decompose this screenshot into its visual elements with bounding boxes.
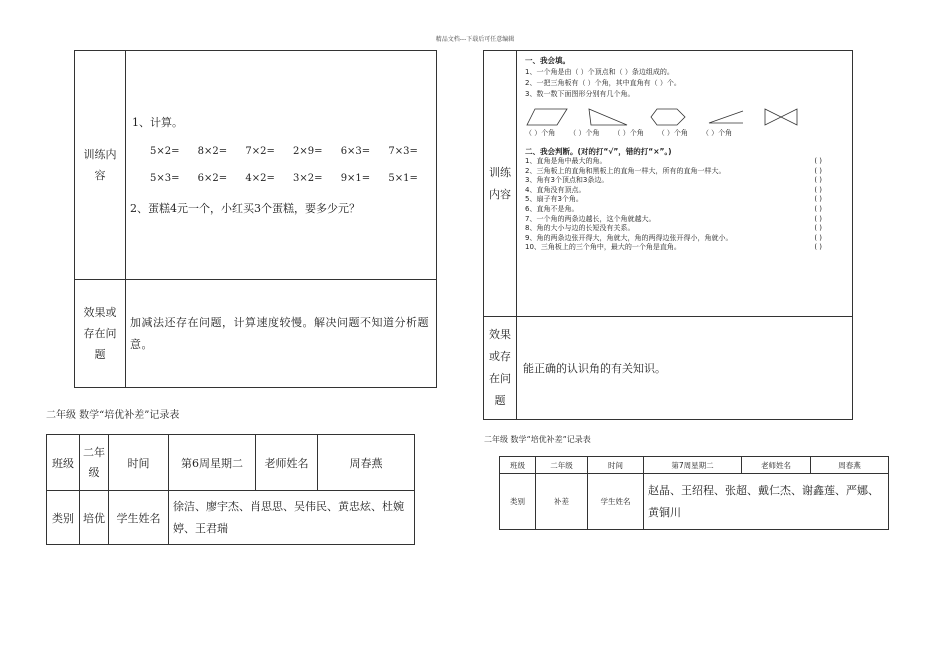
teacher-label: 老师姓名	[256, 435, 318, 491]
left-training-table	[74, 50, 437, 388]
calc-item: 4×2=	[245, 173, 275, 184]
class-label: 班级	[500, 457, 536, 474]
shape-label-row	[525, 129, 852, 138]
calc-item: 7×3=	[388, 146, 418, 157]
time-label: 时间	[588, 457, 644, 474]
teacher-label: 老师姓名	[742, 457, 811, 474]
bowtie-shape	[763, 107, 799, 127]
effect-label: 效果或存在问题	[484, 317, 517, 420]
left-record-table	[46, 434, 415, 545]
judge-item: 1、直角是角中最大的角。 ( )	[525, 157, 822, 165]
shape-label: （ ）个角	[613, 129, 644, 137]
fill-question: 1、一个角是由（ ）个顶点和（ ）条边组成的。	[525, 68, 674, 76]
grade-value: 二年级	[536, 457, 588, 474]
right-table-caption: 二年级 数学“培优补差”记录表	[484, 435, 591, 444]
time-value: 第6周星期二	[169, 435, 256, 491]
shape-label: （ ）个角	[569, 129, 600, 137]
shape-label: （ ）个角	[525, 129, 556, 137]
calc-item: 6×3=	[340, 146, 371, 157]
calc-item: 3×2=	[293, 173, 323, 184]
page-header: 精品文档---下载后可任意编辑	[435, 36, 515, 43]
type-label: 类别	[47, 491, 80, 545]
effect-text: 加减法还存在问题，计算速度较慢。解决问题不知道分析题意。	[126, 280, 437, 388]
calc-title: 1、计算。	[132, 116, 183, 129]
grade-value: 二年级	[80, 435, 109, 491]
judge-item: 3、角有3个顶点和3条边。 ( )	[525, 176, 822, 185]
judge-item: 10、三角板上的三个角中，最大的一个角是直角。 ( )	[525, 243, 822, 252]
train-content-label: 训练内容	[484, 51, 517, 317]
train-content-cell	[517, 51, 853, 317]
time-label: 时间	[109, 435, 169, 491]
shape-label: （ ）个角	[657, 129, 688, 137]
shape-label: （ ）个角	[701, 129, 733, 137]
calc-item: 8×2=	[197, 146, 228, 157]
student-names: 赵晶、王绍程、张超、戴仁杰、谢鑫莲、严娜、黄铜川	[644, 474, 889, 530]
type-label: 类别	[500, 474, 536, 530]
judge-item: 2、三角板上的直角和黑板上的直角一样大，所有的直角一样大。 ( )	[525, 166, 822, 175]
teacher-name: 周春燕	[811, 457, 889, 474]
train-content-cell	[126, 51, 437, 280]
fill-question: 2、一把三角板有（ ）个角，其中直角有（ ）个。	[525, 79, 681, 87]
train-content-label: 训练内容	[75, 51, 126, 280]
calc-item: 5×1=	[388, 173, 418, 184]
right-record-table	[499, 456, 889, 530]
type-value: 补差	[536, 474, 588, 530]
left-table-caption: 二年级 数学“培优补差”记录表	[46, 410, 180, 421]
section-fill-title: 一、我会填。	[525, 56, 570, 65]
type-value: 培优	[80, 491, 109, 545]
triangle-shape	[587, 107, 631, 127]
effect-label: 效果或存在问题	[75, 280, 126, 388]
calc-row-2	[150, 173, 436, 184]
judge-item: 9、角的两条边张开得大，角就大，角的两得边张开得小，角就小。 ( )	[525, 233, 822, 242]
word-problem: 2、蛋糕4元一个，小红买3个蛋糕，要多少元？	[130, 202, 360, 215]
calc-item: 2×9=	[293, 146, 323, 157]
calc-row-1	[150, 146, 436, 157]
calc-item: 9×1=	[340, 173, 371, 184]
shape-row	[525, 105, 852, 127]
class-label: 班级	[47, 435, 80, 491]
judge-item: 7、一个角的两条边越长，这个角就越大。 ( )	[525, 214, 822, 223]
judge-item: 8、角的大小与边的长短没有关系。 ( )	[525, 224, 822, 233]
effect-text: 能正确的认识角的有关知识。	[517, 317, 853, 420]
student-names: 徐洁、廖宇杰、肖思思、吴伟民、黄忠炫、杜婉婷、王君瑞	[169, 491, 415, 545]
calc-item: 5×3=	[150, 173, 180, 184]
calc-item: 6×2=	[197, 173, 228, 184]
section-judge-title: 二、我会判断。(对的打“√”，错的打“×”。)	[525, 147, 672, 156]
angle-shape	[705, 107, 745, 127]
right-training-table	[483, 50, 853, 420]
calc-item: 5×2=	[150, 146, 180, 157]
student-label: 学生姓名	[109, 491, 169, 545]
judge-item: 5、扇子有3个角。 ( )	[525, 195, 822, 204]
teacher-name: 周春燕	[318, 435, 415, 491]
calc-item: 7×2=	[245, 146, 275, 157]
judge-item: 4、直角没有顶点。 ( )	[525, 185, 822, 194]
hexagon-shape	[649, 107, 687, 127]
time-value: 第7周星期二	[644, 457, 742, 474]
student-label: 学生姓名	[588, 474, 644, 530]
judge-item: 6、直角不是角。 ( )	[525, 204, 822, 213]
fill-question: 3、数一数下面图形分别有几个角。	[525, 90, 635, 98]
parallelogram-shape	[525, 107, 569, 127]
